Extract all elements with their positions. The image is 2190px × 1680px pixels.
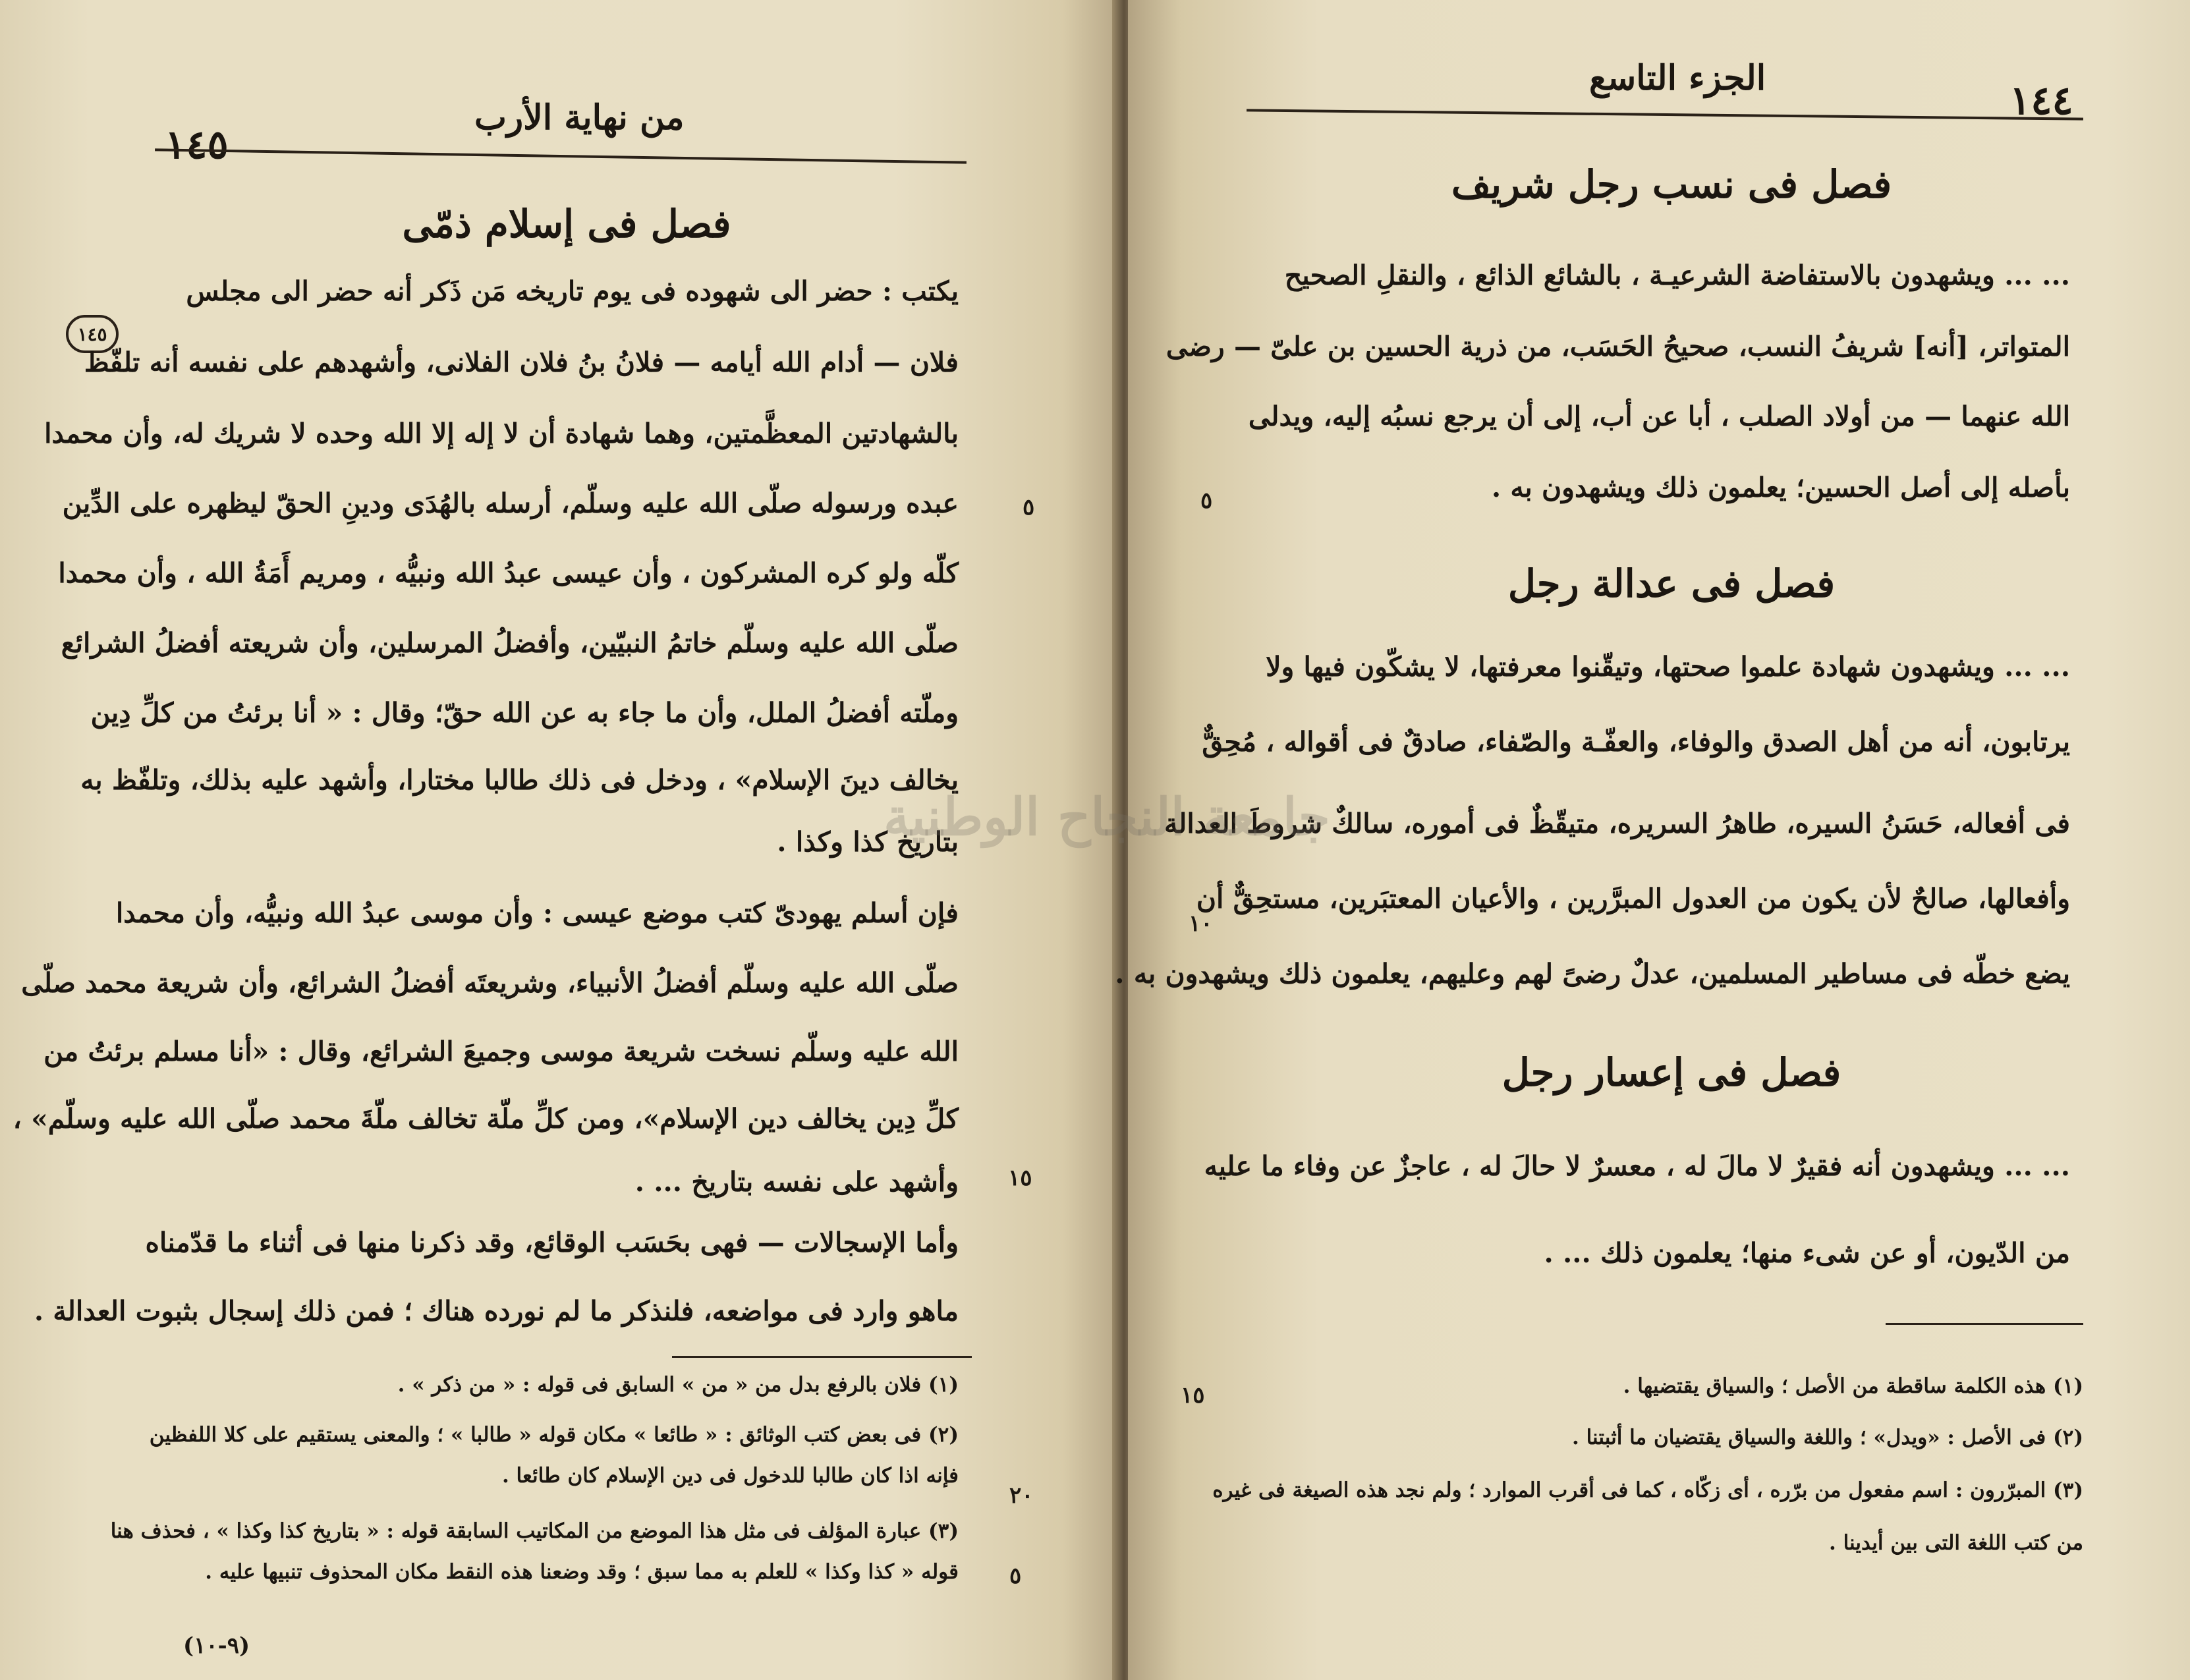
body-line: كلِّ دِين يخالف دين الإسلام»، ومن كلِّ ملّة تخالف ملّةَ محمد صلّى الله عليه وسلّم» ، [13,1103,959,1134]
body-line: بتاريخ كذا وكذا . [777,826,959,858]
right-running-header: الجزء التاسع [1589,58,1766,98]
body-line: يخالف دينَ الإسلام» ، ودخل فى ذلك طالبا مختارا، وأشهد عليه بذلك، وتلفّظ به [80,764,959,796]
body-line: وأفعالها، صالحٌ لأن يكون من العدول المبرَّرين ، والأعيان المعتبَرين، مستحِقٌّ أن [1196,883,2070,914]
footnote: (٢) فى بعض كتب الوثائق : « طائعا » مكان قوله « طالبا » ؛ والمعنى يستقيم على كلا اللفظين [149,1423,959,1447]
body-line: الله عليه وسلّم نسخت شريعة موسى وجميعَ الشرائع، وقال : «أنا مسلم برئتُ من [43,1036,959,1067]
body-line: فلان — أدام الله أيامه — فلانُ بنُ فلان الفلانى، وأشهدهم على نفسه أنه تلفّظ [84,347,959,378]
margin-line-number: ١٥ [1008,1165,1032,1191]
right-header-rule [1247,109,2083,120]
body-line: يكتب : حضر الى شهوده فى يوم تاريخه مَن ذَكر أنه حضر الى مجلس [186,275,959,307]
body-line: من الدّيون، أو عن شىء منها؛ يعلمون ذلك ... . [1544,1237,2070,1269]
footnote-separator [672,1356,972,1358]
margin-line-number: ٥ [1200,488,1213,514]
body-line: فإن أسلم يهودىّ كتب موضع عيسى : وأن موسى عبدُ الله ونبيُّه، وأن محمدا [115,897,959,929]
body-line: بالشهادتين المعظَّمتين، وهما شهادة أن لا إله إلا الله وحده لا شريك له، وأن محمدا [44,418,959,449]
body-line: ... ... ويشهدون شهادة علموا صحتها، وتيقّنوا معرفتها، لا يشكّون فيها ولا [1266,651,2070,683]
left-page-number: ١٤٥ [165,122,229,168]
margin-line-number: ١٠ [1189,910,1213,937]
right-page-number: ١٤٤ [2009,78,2073,124]
left-header-rule [155,148,967,163]
section-heading-lineage: فصل فى نسب رجل شريف [1451,162,1892,207]
body-line: فى أفعاله، حَسَنُ السيره، طاهرُ السريره، متيقّظٌ فى أموره، سالكٌ شروطَ العدالة [1164,808,2070,839]
footnote: (٣) عبارة المؤلف فى مثل هذا الموضع من المكاتيب السابقة قوله : « بتاريخ كذا وكذا » ، فحذف هنا [110,1519,959,1543]
footnote: فإنه اذا كان طالبا للدخول فى دين الإسلام كان طائعا . [501,1464,959,1488]
body-line: صلّى الله عليه وسلّم خاتمُ النبيّين، وأفضلُ المرسلين، وأن شريعته أفضلُ الشرائع [61,627,959,659]
margin-line-number: ٥ [1023,494,1035,520]
section-heading-integrity: فصل فى عدالة رجل [1507,561,1836,606]
body-line: يرتابون، أنه من أهل الصدق والوفاء، والعفّـة والصّفاء، صادقٌ فى أقواله ، مُحِقٌّ [1202,726,2070,758]
margin-line-number: ١٥ [1181,1382,1205,1409]
footnote-separator [1886,1323,2083,1325]
section-heading-insolvency: فصل فى إعسار رجل [1502,1050,1841,1095]
footnote: (١) فلان بالرفع بدل من « من » السابق فى قوله : « من ذكر » . [397,1373,959,1397]
body-line: ماهو وارد فى مواضعه، فلنذكر ما لم نورده هناك ؛ فمن ذلك إسجال بثبوت العدالة . [34,1295,959,1327]
margin-line-number: ٢٠ [1009,1482,1034,1509]
footnote: (٣) المبرّرون : اسم مفعول من برّره ، أى زكّاه ، كما فى أقرب الموارد ؛ ولم نجد هذه الصيغة فى غيره [1212,1478,2083,1502]
body-line: الله عنهما — من أولاد الصلب ، أبا عن أب، إلى أن يرجع نسبُه إليه، ويدلى [1248,401,2070,432]
left-running-header: من نهاية الأرب [474,98,685,138]
body-line: عبده ورسوله صلّى الله عليه وسلّم، أرسله بالهُدَى ودينِ الحقّ ليظهره على الدِّين [62,488,959,519]
body-line: كلّه ولو كره المشركون ، وأن عيسى عبدُ الله ونبيُّه ، ومريم أَمَةُ الله ، وأن محمدا [58,557,959,589]
body-line: وملّته أفضلُ الملل، وأن ما جاء به عن الله حقّ؛ وقال : « أنا برئتُ من كلِّ دِين [90,697,959,729]
body-line: وأشهد على نفسه بتاريخ ... . [634,1166,959,1198]
footnote: (٢) فى الأصل : «ويدل» ؛ واللغة والسياق يقتضيان ما أثبتنا . [1571,1426,2083,1449]
margin-line-number: ٥ [1009,1563,1022,1589]
footnote: من كتب اللغة التى بين أيدينا . [1829,1531,2083,1555]
body-line: ... ... ويشهدون أنه فقيرٌ لا مالَ له ، معسرٌ لا حالَ له ، عاجزٌ عن وفاء ما عليه [1204,1150,2070,1182]
body-line: صلّى الله عليه وسلّم أفضلُ الأنبياء، وشريعتَه أفضلُ الشرائع، وأن شريعة محمد صلّى [21,967,959,999]
body-line: المتواتر، [أنه] شريفُ النسب، صحيحُ الحَسَب، من ذرية الحسين بن علىّ — رضى [1165,331,2070,362]
body-line: وأما الإسجالات — فهى بحَسَب الوقائع، وقد ذكرنا منها فى أثناء ما قدّمناه [145,1227,959,1258]
body-line: يضع خطّه فى مساطير المسلمين، عدلٌ رضىً لهم وعليهم، يعلمون ذلك ويشهدون به . [1115,958,2070,990]
library-watermark: جامعة النجاح الوطنية [884,787,1330,847]
footnote: (١) هذه الكلمة ساقطة من الأصل ؛ والسياق يقتضيها . [1623,1374,2083,1398]
body-line: ... ... ويشهدون بالاستفاضة الشرعيـة ، بالشائع الذائع ، والنقلِ الصحيح [1284,260,2070,291]
footnote: قوله « كذا وكذا » للعلم به مما سبق ؛ وقد وضعنا هذه النقط مكان المحذوف تنبيها عليه . [205,1560,959,1584]
body-line: بأصله إلى أصل الحسين؛ يعلمون ذلك ويشهدون به . [1491,472,2070,503]
library-stamp: ١٤٥ [66,315,119,353]
left-section-heading: فصل فى إسلام ذمّى [402,202,731,246]
signature-mark: (٩-١٠) [183,1633,250,1659]
